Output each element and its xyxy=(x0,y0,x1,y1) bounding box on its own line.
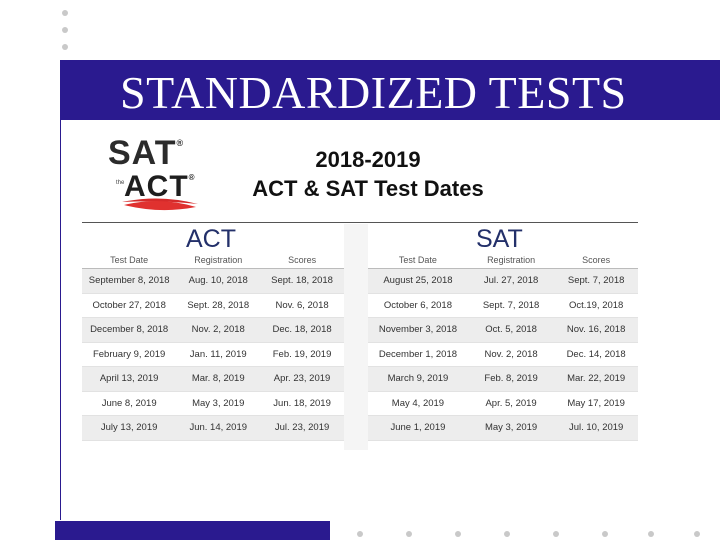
registration-cell: Mar. 8, 2019 xyxy=(176,367,260,392)
test-date-cell: March 9, 2019 xyxy=(368,367,468,392)
column-header: Test Date xyxy=(82,252,176,269)
test-date-cell: December 8, 2018 xyxy=(82,318,176,343)
registration-cell: Aug. 10, 2018 xyxy=(176,269,260,294)
sat-table-panel xyxy=(368,224,638,441)
table-header-row xyxy=(368,252,638,269)
scores-cell: Nov. 16, 2018 xyxy=(554,318,638,343)
table-row xyxy=(368,318,638,343)
decorative-dot xyxy=(62,10,68,16)
column-header: Test Date xyxy=(368,252,468,269)
scores-cell: Dec. 14, 2018 xyxy=(554,342,638,367)
registration-cell: Sept. 28, 2018 xyxy=(176,293,260,318)
scores-cell: Feb. 19, 2019 xyxy=(260,342,344,367)
act-dates-table xyxy=(82,252,344,441)
table-top-rule xyxy=(82,222,638,223)
test-date-cell: June 1, 2019 xyxy=(368,416,468,441)
table-row xyxy=(368,416,638,441)
scores-cell: Jul. 23, 2019 xyxy=(260,416,344,441)
bottom-accent-bar xyxy=(55,521,330,540)
test-date-cell: July 13, 2019 xyxy=(82,416,176,441)
decorative-dot xyxy=(553,531,559,537)
decorative-dot xyxy=(694,531,700,537)
decorative-dot xyxy=(62,44,68,50)
column-header: Scores xyxy=(554,252,638,269)
heading-subtitle: ACT & SAT Test Dates xyxy=(252,176,484,201)
table-row xyxy=(82,293,344,318)
table-row xyxy=(82,416,344,441)
registration-cell: Jul. 27, 2018 xyxy=(468,269,554,294)
table-row xyxy=(82,318,344,343)
registration-cell: Oct. 5, 2018 xyxy=(468,318,554,343)
registration-cell: Sept. 7, 2018 xyxy=(468,293,554,318)
test-date-cell: May 4, 2019 xyxy=(368,391,468,416)
test-date-cell: August 25, 2018 xyxy=(368,269,468,294)
table-row xyxy=(82,269,344,294)
heading-years: 2018-2019 xyxy=(315,147,421,172)
test-date-cell: October 27, 2018 xyxy=(82,293,176,318)
test-date-cell: November 3, 2018 xyxy=(368,318,468,343)
registration-cell: Feb. 8, 2019 xyxy=(468,367,554,392)
decorative-dot xyxy=(357,531,363,537)
sat-dates-table xyxy=(368,252,638,441)
scores-cell: Apr. 23, 2019 xyxy=(260,367,344,392)
scores-cell: Jun. 18, 2019 xyxy=(260,391,344,416)
table-row xyxy=(368,293,638,318)
slide-title: STANDARDIZED TESTS xyxy=(120,67,627,118)
left-rule xyxy=(60,120,61,520)
scores-cell: Sept. 7, 2018 xyxy=(554,269,638,294)
sat-logo: SAT® xyxy=(108,134,185,172)
sat-table-title: SAT xyxy=(476,225,523,253)
table-row xyxy=(82,342,344,367)
scores-cell: Sept. 18, 2018 xyxy=(260,269,344,294)
act-table-title: ACT xyxy=(186,225,236,253)
test-date-cell: October 6, 2018 xyxy=(368,293,468,318)
decorative-dot xyxy=(504,531,510,537)
decorative-dot xyxy=(602,531,608,537)
svg-text:the: the xyxy=(116,180,125,186)
decorative-dot xyxy=(406,531,412,537)
act-logo: the ACT® xyxy=(112,170,208,218)
decorative-dot xyxy=(648,531,654,537)
column-header: Registration xyxy=(468,252,554,269)
act-table-panel xyxy=(82,224,344,441)
scores-cell: May 17, 2019 xyxy=(554,391,638,416)
table-row xyxy=(368,391,638,416)
test-date-cell: December 1, 2018 xyxy=(368,342,468,367)
registration-cell: Nov. 2, 2018 xyxy=(176,318,260,343)
registration-cell: Nov. 2, 2018 xyxy=(468,342,554,367)
test-date-cell: June 8, 2019 xyxy=(82,391,176,416)
scores-cell: Nov. 6, 2018 xyxy=(260,293,344,318)
table-row xyxy=(82,391,344,416)
scores-cell: Dec. 18, 2018 xyxy=(260,318,344,343)
test-date-cell: April 13, 2019 xyxy=(82,367,176,392)
decorative-dot xyxy=(455,531,461,537)
registration-cell: Jun. 14, 2019 xyxy=(176,416,260,441)
test-date-cell: September 8, 2018 xyxy=(82,269,176,294)
table-row xyxy=(368,342,638,367)
decorative-dot xyxy=(62,27,68,33)
table-row xyxy=(368,269,638,294)
table-gap xyxy=(344,224,368,450)
scores-cell: Oct.19, 2018 xyxy=(554,293,638,318)
table-header-row xyxy=(82,252,344,269)
table-row xyxy=(368,367,638,392)
column-header: Registration xyxy=(176,252,260,269)
registration-cell: Jan. 11, 2019 xyxy=(176,342,260,367)
registration-cell: Apr. 5, 2019 xyxy=(468,391,554,416)
scores-cell: Jul. 10, 2019 xyxy=(554,416,638,441)
table-row xyxy=(82,367,344,392)
test-date-cell: February 9, 2019 xyxy=(82,342,176,367)
registration-cell: May 3, 2019 xyxy=(176,391,260,416)
scores-cell: Mar. 22, 2019 xyxy=(554,367,638,392)
registration-cell: May 3, 2019 xyxy=(468,416,554,441)
column-header: Scores xyxy=(260,252,344,269)
